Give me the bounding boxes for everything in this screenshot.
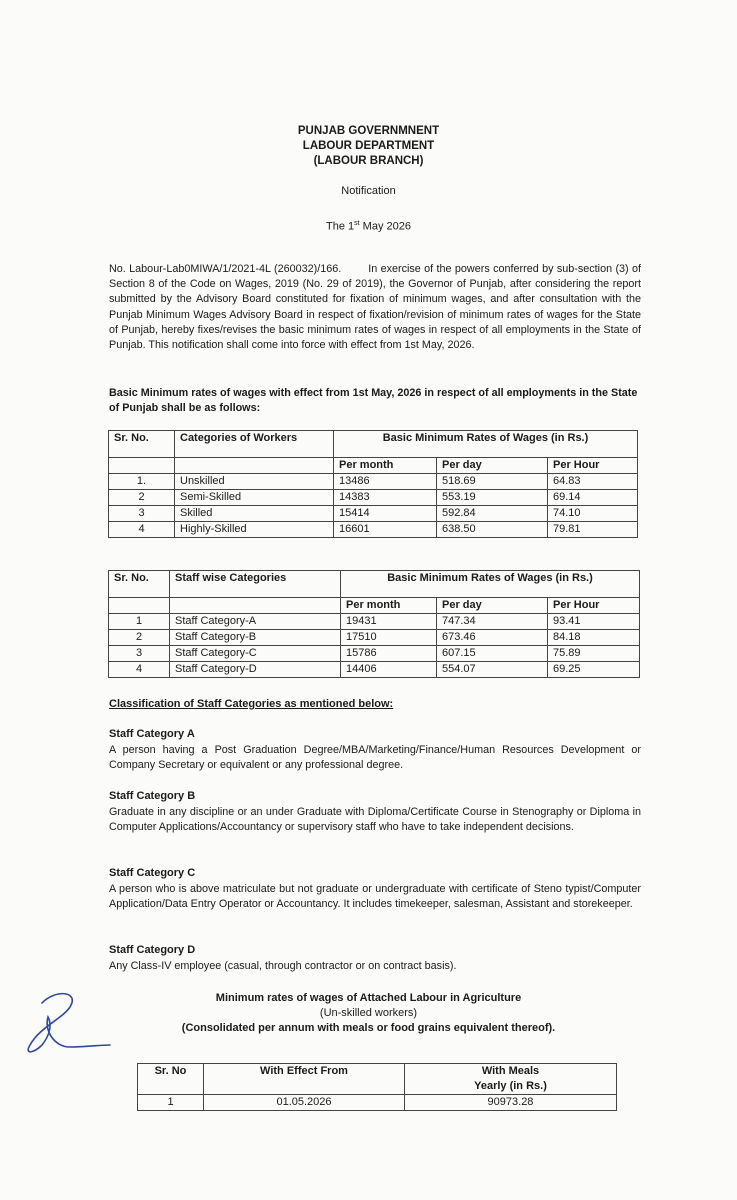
table-row: 1 01.05.2026 90973.28: [138, 1095, 617, 1111]
category-c-title: Staff Category C: [109, 867, 196, 879]
intro-text: In exercise of the powers conferred by sub-section (3) of Section 8 of the Code on Wages, 2019 (No. 29 of 2019), the Governor of Punjab, after considering the report submitted by the Advisory Board constituted for fixation of minimum wages, and after consultation with the Punjab Minimum Wages Advisory Board in respect of fixation/revision of minimum rates of wages for the State of Punjab, hereby fixes/revises the basic minimum rates of wages in respect of all employments in the State of Punjab. This notification shall come into force with effect from 1st May, 2026.: [109, 263, 642, 352]
col-rates: Basic Minimum Rates of Wages (in Rs.): [334, 431, 638, 458]
govt-title: PUNJAB GOVERNMNENT: [297, 125, 440, 137]
category-a-title: Staff Category A: [109, 728, 195, 740]
col-with-meals: With Meals Yearly (in Rs.): [405, 1064, 617, 1095]
table-row: 3 Staff Category-C 15786 607.15 75.89: [109, 646, 640, 662]
col-srno: Sr. No: [138, 1064, 204, 1095]
department-title: LABOUR DEPARTMENT: [302, 140, 435, 152]
branch-title: (LABOUR BRANCH): [313, 155, 424, 167]
intro-paragraph: [109, 262, 641, 353]
table-row: 4 Staff Category-D 14406 554.07 69.25: [109, 662, 640, 678]
table-row: 1. Unskilled 13486 518.69 64.83: [109, 474, 638, 490]
table-row: 2 Staff Category-B 17510 673.46 84.18: [109, 630, 640, 646]
agri-subtitle: (Un-skilled workers): [319, 1007, 418, 1019]
workers-wage-table: [108, 430, 638, 538]
category-d-text: Any Class-IV employee (casual, through contractor or on contract basis).: [109, 960, 457, 972]
table-row: 2 Semi-Skilled 14383 553.19 69.14: [109, 490, 638, 506]
rates-heading: Basic Minimum rates of wages with effect from 1st May, 2026 in respect of all employments in the State of Punjab shall be as follows:: [109, 387, 638, 415]
notification-date: The 1st May 2026: [326, 220, 411, 233]
category-b-title: Staff Category B: [109, 790, 196, 802]
col-per-month: Per month: [334, 458, 437, 474]
col-per-day: Per day: [437, 458, 548, 474]
col-category: Staff wise Categories: [170, 571, 341, 598]
category-b-text: Graduate in any discipline or an under Graduate with Diploma/Certificate Course in Stenography or Diploma in Computer Applications/Accountancy or supervisory staff who have to take independent decisions.: [109, 806, 641, 834]
col-category: Categories of Workers: [175, 431, 334, 458]
col-per-hour: Per Hour: [548, 458, 638, 474]
agri-note: (Consolidated per annum with meals or food grains equivalent thereof).: [181, 1022, 556, 1034]
classification-title: Classification of Staff Categories as mentioned below:: [109, 698, 394, 710]
col-per-hour: Per Hour: [548, 598, 640, 614]
col-srno: Sr. No.: [109, 431, 175, 458]
reference-number: No. Labour-Lab0MIWA/1/2021-4L (260032)/166.: [109, 263, 342, 275]
col-srno: Sr. No.: [109, 571, 170, 598]
staff-wage-table: [108, 570, 640, 678]
col-rates: Basic Minimum Rates of Wages (in Rs.): [341, 571, 640, 598]
category-c-text: A person who is above matriculate but not graduate or undergraduate with certificate of Steno typist/Computer Application/Data Entry Operator or Accountancy. It includes timekeeper, salesman, Assistant and storekeeper.: [109, 883, 641, 911]
category-d-title: Staff Category D: [109, 944, 196, 956]
notification-label: Notification: [341, 185, 396, 197]
agri-title: Minimum rates of wages of Attached Labour in Agriculture: [215, 992, 522, 1004]
table-row: 4 Highly-Skilled 16601 638.50 79.81: [109, 522, 638, 538]
agri-wage-table: [137, 1063, 617, 1111]
table-row: 1 Staff Category-A 19431 747.34 93.41: [109, 614, 640, 630]
col-per-month: Per month: [341, 598, 437, 614]
col-per-day: Per day: [437, 598, 548, 614]
category-a-text: A person having a Post Graduation Degree/MBA/Marketing/Finance/Human Resources Development or Company Secretary or equivalent or any professional degree.: [109, 744, 641, 772]
table-row: 3 Skilled 15414 592.84 74.10: [109, 506, 638, 522]
col-effect-from: With Effect From: [204, 1064, 405, 1095]
